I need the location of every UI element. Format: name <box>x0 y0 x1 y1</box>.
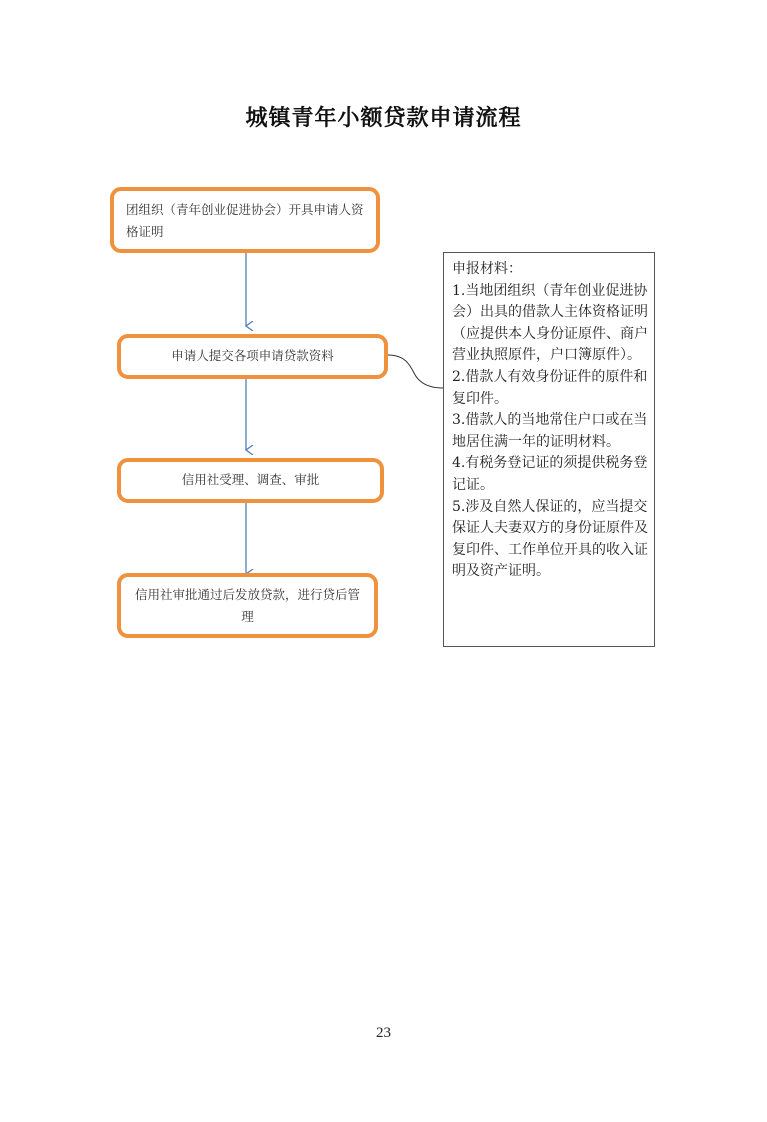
callout-item-1: 1.当地团组织（青年创业促进协会）出具的借款人主体资格证明（应提供本人身份证原件、商户营业执照原件，户口簿原件）。 <box>452 282 648 364</box>
flow-step-2 <box>117 334 388 379</box>
callout-item-4: 4.有税务登记证的须提供税务登记证。 <box>452 455 648 493</box>
callout-item-5: 5.涉及自然人保证的，应当提交保证人夫妻双方的身份证原件及复印件、工作单位开具的收入证明及资产证明。 <box>452 498 648 580</box>
flow-step-3 <box>117 458 384 503</box>
page-number: 23 <box>376 1025 391 1041</box>
callout-connector <box>388 355 443 388</box>
page-title: 城镇青年小额贷款申请流程 <box>245 106 522 131</box>
callout-heading: 申报材料： <box>452 261 522 277</box>
flow-step-2-text: 申请人提交各项申请贷款资料 <box>171 348 334 363</box>
flow-step-4 <box>117 573 378 638</box>
materials-callout <box>443 252 655 647</box>
flow-step-1-text: 团组织（青年创业促进协会）开具申请人资格证明 <box>126 202 364 239</box>
flow-step-4-text: 信用社审批通过后发放贷款，进行贷后管理 <box>134 587 360 624</box>
flow-step-3-text: 信用社受理、调查、审批 <box>181 472 320 487</box>
flow-step-1 <box>110 187 380 253</box>
callout-item-2: 2.借款人有效身份证件的原件和复印件。 <box>452 368 648 407</box>
callout-item-3: 3.借款人的当地常住户口或在当地居住满一年的证明材料。 <box>452 412 648 450</box>
